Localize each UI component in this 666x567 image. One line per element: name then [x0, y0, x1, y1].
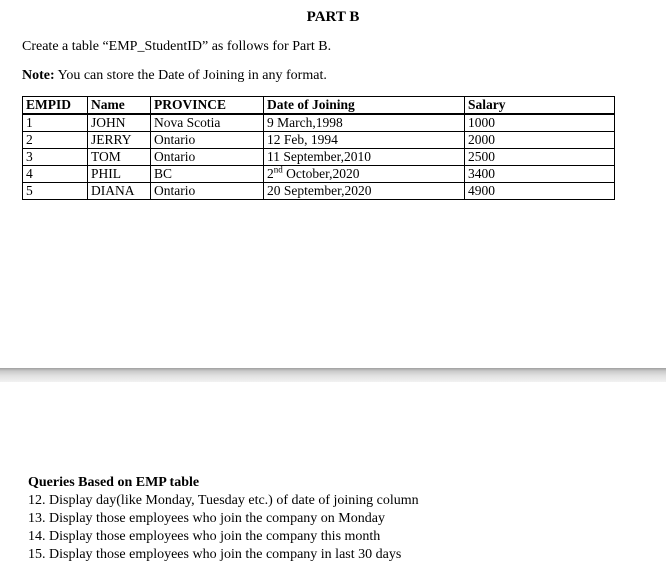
cell-name: TOM — [88, 149, 151, 166]
cell-salary: 3400 — [465, 166, 615, 183]
header-province: PROVINCE — [151, 97, 264, 115]
cell-name: JOHN — [88, 114, 151, 132]
table-row — [23, 166, 615, 183]
emp-table — [22, 96, 615, 200]
query-item: 13. Display those employees who join the company on Monday — [28, 511, 385, 526]
date-rest: October,2020 — [282, 166, 360, 181]
cell-name: PHIL — [88, 166, 151, 183]
cell-salary: 2000 — [465, 132, 615, 149]
note-body: You can store the Date of Joining in any format. — [54, 68, 327, 83]
note-label: Note: — [22, 68, 55, 83]
cell-date: 11 September,2010 — [264, 149, 465, 166]
date-ordinal-suffix: nd — [273, 164, 283, 175]
cell-name: DIANA — [88, 183, 151, 200]
header-name: Name — [88, 97, 151, 115]
cell-salary: 4900 — [465, 183, 615, 200]
cell-date: 9 March,1998 — [264, 114, 465, 132]
header-date-of-joining: Date of Joining — [264, 97, 465, 115]
cell-empid: 1 — [23, 114, 88, 132]
page-separator — [0, 368, 666, 382]
queries-title: Queries Based on EMP table — [28, 475, 200, 490]
cell-empid: 4 — [23, 166, 88, 183]
cell-date: 20 September,2020 — [264, 183, 465, 200]
table-header-row — [23, 97, 615, 115]
cell-empid: 5 — [23, 183, 88, 200]
cell-empid: 3 — [23, 149, 88, 166]
cell-province: BC — [151, 166, 264, 183]
cell-name: JERRY — [88, 132, 151, 149]
table-row — [23, 183, 615, 200]
cell-empid: 2 — [23, 132, 88, 149]
query-item: 14. Display those employees who join the company this month — [28, 529, 381, 544]
cell-salary: 2500 — [465, 149, 615, 166]
part-title: PART B — [306, 9, 360, 25]
intro-text: Create a table “EMP_StudentID” as follows for Part B. — [22, 39, 332, 54]
cell-province: Ontario — [151, 132, 264, 149]
query-item: 15. Display those employees who join the company in last 30 days — [28, 547, 402, 562]
cell-province: Ontario — [151, 149, 264, 166]
note-text — [22, 68, 327, 84]
cell-province: Ontario — [151, 183, 264, 200]
query-item: 12. Display day(like Monday, Tuesday etc.) of date of joining column — [28, 493, 419, 508]
header-salary: Salary — [465, 97, 615, 115]
table-row — [23, 114, 615, 132]
table-row — [23, 149, 615, 166]
cell-date: 12 Feb, 1994 — [264, 132, 465, 149]
header-empid: EMPID — [23, 97, 88, 115]
cell-salary: 1000 — [465, 114, 615, 132]
cell-province: Nova Scotia — [151, 114, 264, 132]
queries-section — [28, 474, 419, 564]
date-day: 2 — [267, 166, 274, 181]
cell-date — [264, 166, 465, 183]
table-row — [23, 132, 615, 149]
